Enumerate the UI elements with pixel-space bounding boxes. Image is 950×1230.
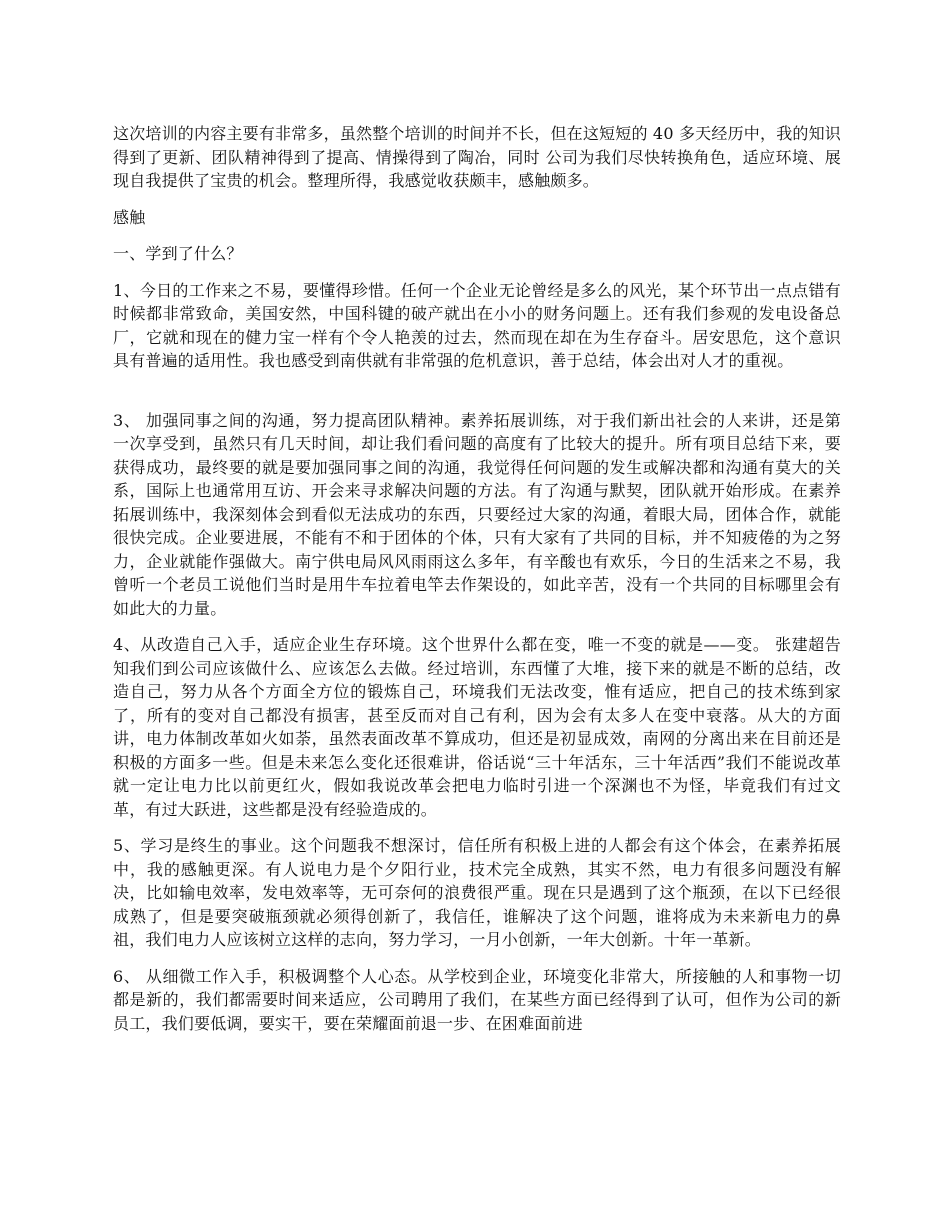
paragraph-6: 6、 从细微工作入手，积极调整个人心态。从学校到企业，环境变化非常大，所接触的人和事物一切都是新的，我们都需要时间来适应，公司聘用了我们，在某些方面已经得到了认可，但作为公司的新员工，我们要低调，要实干，要在荣耀面前退一步、在困难面前进 [113,966,841,1033]
document-body [113,122,841,1048]
paragraph-1: 1、今日的工作来之不易，要懂得珍惜。任何一个企业无论曾经是多么的风光，某个环节出一点点错有时候都非常致命，美国安然，中国科键的破产就出在小小的财务问题上。还有我们参观的发电设备总厂，它就和现在的健力宝一样有个令人艳羡的过去，然而现在却在为生存奋斗。居安思危，这个意识具有普遍的适用性。我也感受到南供就有非常强的危机意识，善于总结，体会出对人才的重视。 [113,280,841,370]
paragraph-5: 5、学习是终生的事业。这个问题我不想深讨，信任所有积极上进的人都会有这个体会，在素养拓展中，我的感触更深。有人说电力是个夕阳行业，技术完全成熟，其实不然，电力有很多问题没有解决，比如输电效率，发电效率等，无可奈何的浪费很严重。现在只是遇到了这个瓶颈，在以下已经很成熟了，但是要突破瓶颈就必须得创新了，我信任，谁解决了这个问题，谁将成为未来新电力的鼻祖，我们电力人应该树立这样的志向，努力学习，一月小创新，一年大创新。十年一革新。 [113,836,841,949]
section-title: 感触 [113,207,146,227]
paragraph-4: 4、从改造自己入手，适应企业生存环境。这个世界什么都在变，唯一不变的就是——变。 张建超告知我们到公司应该做什么、应该怎么去做。经过培训，东西懂了大堆，接下来的就是不断的总结，改造自己，努力从各个方面全方位的锻炼自己，环境我们无法改变，惟有适应，把自己的技术练到家了，所有的变对自己都没有损害，甚至反而对自己有利，因为会有太多人在变中衰落。从大的方面讲，电力体制改革如火如荼，虽然表面改革不算成功，但还是初显成效，南网的分离出来在目前还是积极的方面多一些。但是未来怎么变化还很难讲，俗话说“三十年活东，三十年活西”我们不能说改革就一定让电力比以前更红火，假如我说改革会把电力临时引进一个深渊也不为怪，毕竟我们有过文革，有过大跃进，这些都是没有经验造成的。 [113,635,841,819]
intro-paragraph: 这次培训的内容主要有非常多，虽然整个培训的时间并不长，但在这短短的 40 多天经历中，我的知识得到了更新、团队精神得到了提高、情操得到了陶冶，同时 公司为我们尽快转换角色，适应环境、展现自我提供了宝贵的机会。整理所得，我感觉收获颇丰，感触颇多。 [113,124,841,190]
subsection-title: 一、学到了什么？ [113,244,243,263]
paragraph-3: 3、 加强同事之间的沟通，努力提高团队精神。素养拓展训练，对于我们新出社会的人来讲，还是第一次享受到，虽然只有几天时间，却让我们看问题的高度有了比较大的提升。所有项目总结下来，要获得成功，最终要的就是要加强同事之间的沟通，我觉得任何问题的发生或解决都和沟通有莫大的关系，国际上也通常用互访、开会来寻求解决问题的方法。有了沟通与默契，团队就开始形成。在素养拓展训练中，我深刻体会到看似无法成功的东西，只要经过大家的沟通，着眼大局，团体合作，就能很快完成。企业要进展，不能有不和于团体的个体，只有大家有了共同的目标，并不知疲倦的为之努力，企业就能作强做大。南宁供电局风风雨雨这么多年，有辛酸也有欢乐，今日的生活来之不易，我曾听一个老员工说他们当时是用牛车拉着电竿去作架设的，如此辛苦，没有一个共同的目标哪里会有如此大的力量。 [113,410,841,618]
blank-gap [113,386,841,409]
